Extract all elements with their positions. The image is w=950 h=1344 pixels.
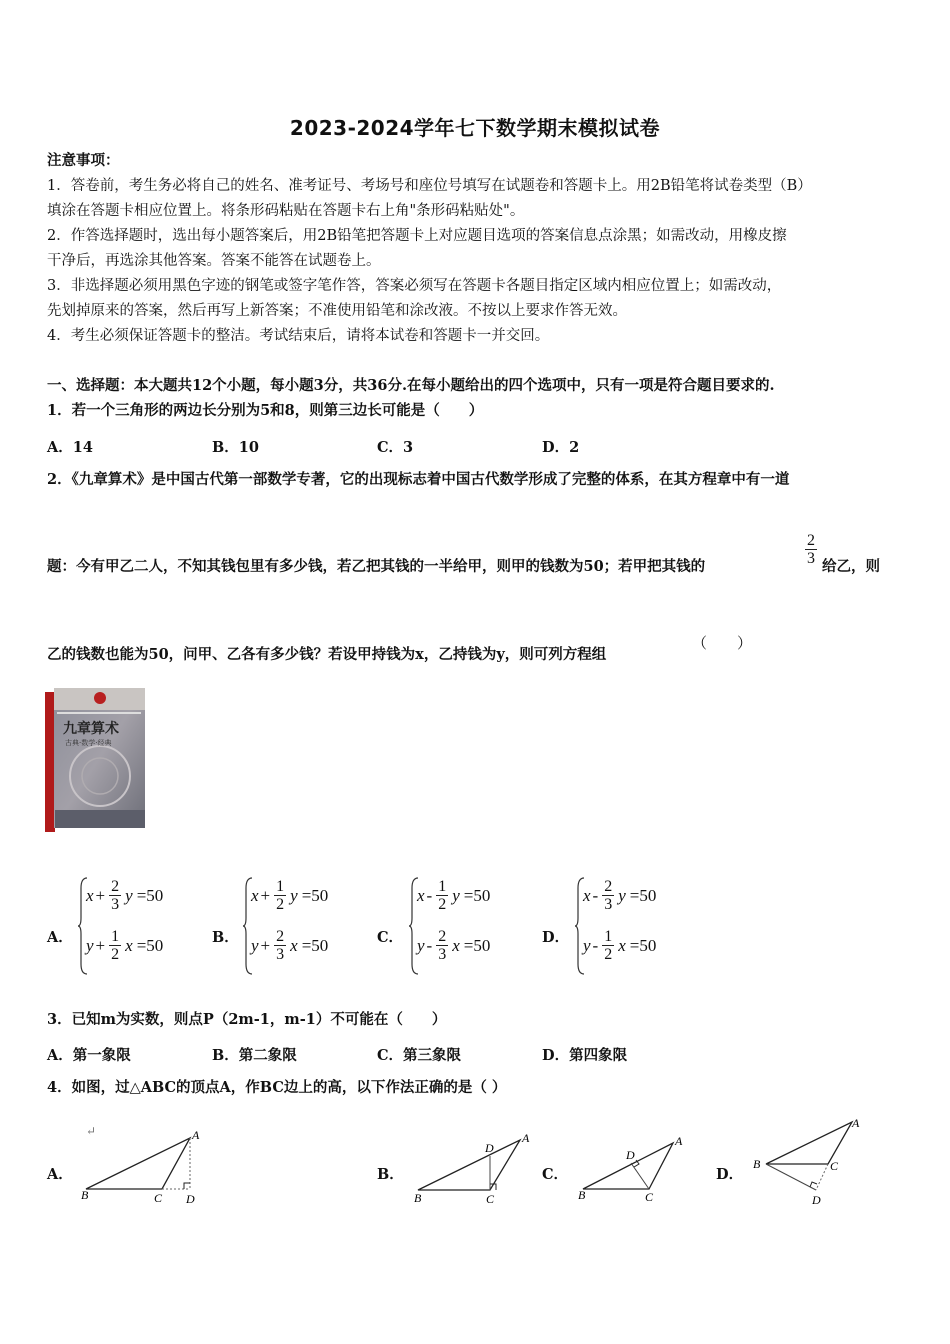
notice-line: 2．作答选择题时，选出每小题答案后，用2B铅笔把答题卡上对应题目选项的答案信息点涂黑；如需改动，用橡皮擦 <box>47 228 787 244</box>
q3-option-b[interactable]: B．第二象限 <box>212 1047 297 1064</box>
notice-line: 3．非选择题必须用黑色字迹的钢笔或签字笔作答，答案必须写在答题卡各题目指定区域内相应位置上；如需改动， <box>47 278 782 294</box>
equation-row <box>417 878 490 913</box>
q2-option-d-system[interactable] <box>575 876 685 976</box>
q4-stem: 4．如图，过△ABC的顶点A，作BC边上的高，以下作法正确的是（ ） <box>47 1079 507 1096</box>
variable: y <box>125 885 133 905</box>
variable: x <box>417 885 425 905</box>
fraction-denominator: 2 <box>438 896 447 913</box>
variable: y <box>251 935 259 955</box>
fraction-numerator: 2 <box>276 928 285 945</box>
variable: x <box>583 885 591 905</box>
notice-line: 1．答卷前，考生务必将自己的姓名、准考证号、考场号和座位号填写在试题卷和答题卡上。用2B铅笔将试卷类型（B） <box>47 178 812 194</box>
section-heading: 一、选择题：本大题共12个小题，每小题3分，共36分.在每小题给出的四个选项中，只有一项是符合题目要求的. <box>47 377 775 394</box>
jiuzhang-suanshu-book-image <box>45 688 145 834</box>
equals-value: =50 <box>136 885 164 905</box>
q3-stem: 3．已知m为实数，则点P（2m-1，m-1）不可能在（ ） <box>47 1011 447 1028</box>
variable: x <box>251 885 259 905</box>
fraction-numerator: 1 <box>438 878 447 895</box>
fraction-numerator: 1 <box>276 878 285 895</box>
fraction-denominator: 3 <box>438 946 447 963</box>
label-b: B <box>414 1191 422 1205</box>
fraction <box>602 928 614 963</box>
right-angle-mark <box>184 1183 190 1189</box>
equals-value: =50 <box>463 935 491 955</box>
label-a: A <box>675 1134 683 1148</box>
q2-stem-line2: 题：今有甲乙二人，不知其钱包里有多少钱，若乙把其钱的一半给甲，则甲的钱数为50；若甲把其钱的 <box>47 558 706 575</box>
variable: x <box>86 885 94 905</box>
variable: x <box>125 935 133 955</box>
q2-option-a-label[interactable]: A． <box>47 929 73 946</box>
variable: x <box>290 935 298 955</box>
triangle <box>418 1140 520 1190</box>
operator: + <box>260 935 271 955</box>
label-c: C <box>486 1192 495 1206</box>
label-a: A <box>192 1128 200 1142</box>
operator: - <box>426 885 433 905</box>
equals-value: =50 <box>629 885 657 905</box>
q4-figure-b[interactable] <box>408 1128 538 1213</box>
label-c: C <box>830 1159 839 1173</box>
equation-row <box>251 878 328 913</box>
label-d: D <box>186 1192 195 1206</box>
q4-figure-a[interactable] <box>76 1125 206 1210</box>
q1-stem: 1．若一个三角形的两边长分别为5和8，则第三边长可能是（ ） <box>47 402 484 419</box>
q4-figure-d[interactable] <box>748 1116 868 1211</box>
variable: y <box>452 885 460 905</box>
extension-line <box>816 1164 828 1190</box>
operator: - <box>426 935 433 955</box>
fraction-numerator: 2 <box>111 878 120 895</box>
q2-option-b-label[interactable]: B． <box>212 929 239 946</box>
notice-line: 干净后，再选涂其他答案。答案不能答在试题卷上。 <box>47 253 381 269</box>
q2-fraction <box>805 532 817 567</box>
fraction-numerator: 1 <box>604 928 613 945</box>
label-d: D <box>485 1141 494 1155</box>
q4-option-c[interactable]: C． <box>542 1166 569 1183</box>
q2-stem-line3: 乙的钱数也能为50，问甲、乙各有多少钱？若设甲持钱为x，乙持钱为y，则可列方程组 <box>47 646 607 663</box>
triangle <box>766 1122 852 1164</box>
fraction-denominator: 2 <box>604 946 613 963</box>
equation-row <box>86 928 163 963</box>
notice-heading: 注意事项： <box>47 152 120 169</box>
equation-row <box>251 928 328 963</box>
q2-option-a-system[interactable] <box>78 876 188 976</box>
book-title: 九章算术 <box>63 721 119 737</box>
label-b: B <box>578 1188 586 1202</box>
variable: y <box>86 935 94 955</box>
variable: y <box>618 885 626 905</box>
variable: y <box>417 935 425 955</box>
fraction-denominator: 3 <box>111 896 120 913</box>
fraction-denominator: 3 <box>276 946 285 963</box>
variable: x <box>618 935 626 955</box>
return-arrow-icon: ↵ <box>86 1124 97 1138</box>
operator: + <box>95 885 106 905</box>
variable: x <box>452 935 460 955</box>
q1-option-d[interactable]: D．2 <box>542 439 580 456</box>
q2-option-c-label[interactable]: C． <box>377 929 404 946</box>
notice-line: 4．考生必须保证答题卡的整洁。考试结束后，请将本试卷和答题卡一并交回。 <box>47 328 550 344</box>
q2-stem-line2-end: 给乙，则 <box>822 558 880 575</box>
notice-line: 填涂在答题卡相应位置上。将条形码粘贴在答题卡右上角"条形码粘贴处"。 <box>47 203 525 219</box>
book-subtitle: 古典·数学·经典 <box>65 739 112 747</box>
equals-value: =50 <box>301 885 329 905</box>
equals-value: =50 <box>301 935 329 955</box>
label-d: D <box>626 1148 635 1162</box>
right-angle-mark <box>810 1182 817 1187</box>
notice-line: 先划掉原来的答案，然后再写上新答案；不准使用铅笔和涂改液。不按以上要求作答无效。 <box>47 303 627 319</box>
fraction-denominator: 3 <box>604 896 613 913</box>
q3-option-d[interactable]: D．第四象限 <box>542 1047 628 1064</box>
q4-figure-c[interactable] <box>573 1133 693 1213</box>
q1-option-a[interactable]: A．14 <box>47 439 93 456</box>
equation-row <box>417 928 490 963</box>
fraction-numerator: 1 <box>111 928 120 945</box>
q1-option-c[interactable]: C．3 <box>377 439 414 456</box>
q3-option-c[interactable]: C．第三象限 <box>377 1047 462 1064</box>
q2-option-d-label[interactable]: D． <box>542 929 570 946</box>
q2-stem-line1: 2．《九章算术》是中国古代第一部数学专著，它的出现标志着中国古代数学形成了完整的体系，在其方程章中有一道 <box>47 471 790 488</box>
fraction <box>274 878 286 913</box>
fraction <box>436 878 448 913</box>
fraction <box>602 878 614 913</box>
fraction-numerator: 2 <box>807 532 815 549</box>
fraction-numerator: 2 <box>604 878 613 895</box>
operator: - <box>592 885 599 905</box>
q2-answer-paren: （ ） <box>692 634 753 652</box>
fraction-denominator: 3 <box>807 550 815 567</box>
fraction-denominator: 2 <box>111 946 120 963</box>
page-title: 2023-2024学年七下数学期末模拟试卷 <box>289 116 661 140</box>
label-c: C <box>645 1190 654 1204</box>
fraction <box>109 878 121 913</box>
operator: + <box>95 935 106 955</box>
q4-option-a[interactable]: A． <box>47 1166 73 1183</box>
equals-value: =50 <box>463 885 491 905</box>
altitude-line <box>766 1164 816 1190</box>
q2-option-b-system[interactable] <box>243 876 353 976</box>
label-b: B <box>81 1188 89 1202</box>
equation-row <box>583 928 656 963</box>
fraction <box>274 928 286 963</box>
label-a: A <box>852 1116 860 1130</box>
equation-row <box>86 878 163 913</box>
label-b: B <box>753 1157 761 1171</box>
q3-option-a[interactable]: A．第一象限 <box>47 1047 131 1064</box>
label-a: A <box>522 1131 530 1145</box>
operator: - <box>592 935 599 955</box>
q4-option-b[interactable]: B． <box>377 1166 404 1183</box>
altitude-line <box>631 1163 649 1189</box>
variable: y <box>290 885 298 905</box>
fraction <box>109 928 121 963</box>
label-c: C <box>154 1191 163 1205</box>
equals-value: =50 <box>629 935 657 955</box>
triangle <box>86 1138 190 1189</box>
q2-option-c-system[interactable] <box>409 876 519 976</box>
label-d: D <box>812 1193 821 1207</box>
variable: y <box>583 935 591 955</box>
q4-option-d[interactable]: D． <box>716 1166 744 1183</box>
equation-row <box>583 878 656 913</box>
fraction-numerator: 2 <box>438 928 447 945</box>
fraction <box>436 928 448 963</box>
equals-value: =50 <box>136 935 164 955</box>
fraction-denominator: 2 <box>276 896 285 913</box>
q1-option-b[interactable]: B．10 <box>212 439 259 456</box>
operator: + <box>260 885 271 905</box>
